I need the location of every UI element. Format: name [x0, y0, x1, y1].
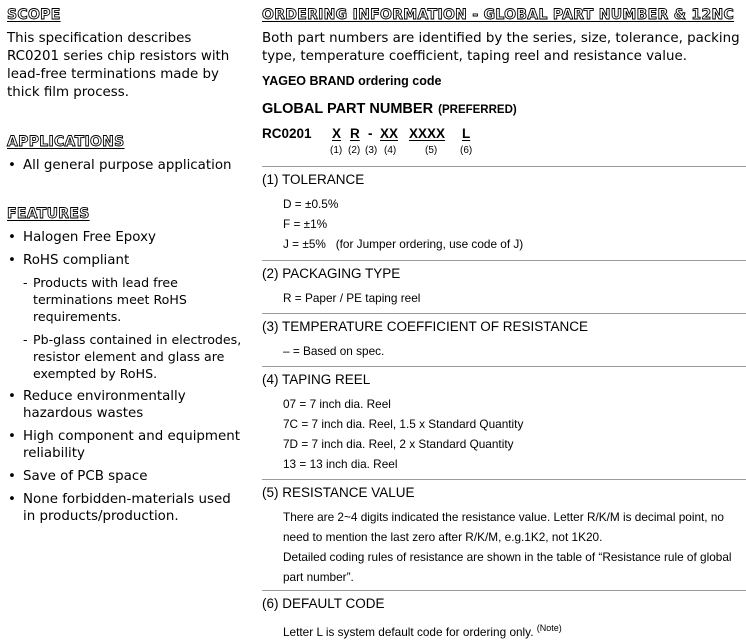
- taping-line: 7C = 7 inch dia. Reel, 1.5 x Standard Quantity: [283, 417, 524, 431]
- taping-body: [283, 394, 523, 474]
- tempco-heading: (3) TEMPERATURE COEFFICIENT OF RESISTANCE: [262, 313, 746, 334]
- default-code-heading: (6) DEFAULT CODE: [262, 590, 746, 611]
- tolerance-line: F = ±1%: [283, 217, 328, 231]
- bullet-icon: •: [8, 429, 16, 444]
- bullet-icon: •: [8, 230, 16, 245]
- packaging-heading: (2) PACKAGING TYPE: [262, 260, 746, 281]
- bullet-icon: •: [8, 389, 16, 404]
- gpn-title: GLOBAL PART NUMBER (PREFERRED): [262, 101, 517, 117]
- scope-heading: SCOPE: [7, 7, 61, 23]
- code-prefix: RC0201: [262, 126, 312, 141]
- code-index: (4): [384, 145, 397, 156]
- taping-line: 07 = 7 inch dia. Reel: [283, 397, 391, 411]
- ordering-heading: ORDERING INFORMATION - GLOBAL PART NUMBER & 12NC: [262, 7, 735, 23]
- taping-heading: (4) TAPING REEL: [262, 366, 746, 387]
- bullet-icon: •: [8, 253, 16, 268]
- resistance-body: [283, 507, 733, 587]
- resistance-heading: (5) RESISTANCE VALUE: [262, 479, 746, 500]
- bullet-icon: •: [8, 158, 16, 173]
- ordering-intro: Both part numbers are identified by the series, size, tolerance, packing type, temperature coefficient, taping reel and resistance value.: [262, 31, 740, 64]
- brand-code-label: YAGEO BRAND ordering code: [262, 74, 442, 88]
- code-index: (2): [348, 145, 361, 156]
- code-index: (3): [365, 145, 378, 156]
- resistance-text: There are 2~4 digits indicated the resistance value. Letter R/K/M is decimal point, no need to mention the last zero after R/K/M, e.g.1K2, not 1K20.: [283, 510, 724, 544]
- code-part-4: XX: [380, 126, 399, 141]
- tempco-body: [283, 341, 384, 361]
- resistance-text: Detailed coding rules of resistance are shown in the table of “Resistance rule of global part number”.: [283, 550, 732, 584]
- features-list: [7, 229, 243, 531]
- code-part-1: X: [332, 126, 342, 141]
- sub-list-item: - Products with lead free terminations meet RoHS requirements.: [23, 275, 187, 324]
- bullet-icon: •: [8, 469, 16, 484]
- code-index: (1): [330, 145, 343, 156]
- bullet-icon: •: [8, 492, 16, 507]
- list-item: • Halogen Free Epoxy: [8, 230, 156, 245]
- code-index: (5): [425, 145, 438, 156]
- taping-line: 13 = 13 inch dia. Reel: [283, 457, 398, 471]
- note-superscript: (Note): [536, 623, 562, 633]
- default-code-body: [283, 618, 562, 642]
- sub-list: [23, 274, 243, 382]
- default-code-text: Letter L is system default code for ordering only.: [283, 624, 534, 639]
- list-item: • Save of PCB space: [8, 469, 148, 484]
- tolerance-line: J = ±5% (for Jumper ordering, use code of J): [283, 237, 524, 251]
- code-index: (6): [460, 145, 473, 156]
- code-part-3: -: [368, 126, 373, 141]
- list-item: • All general purpose application: [8, 158, 232, 173]
- taping-line: 7D = 7 inch dia. Reel, 2 x Standard Quantity: [283, 437, 514, 451]
- list-item: • Reduce environmentally hazardous wastes: [8, 389, 186, 421]
- packaging-body: [283, 288, 420, 308]
- applications-list: [7, 157, 243, 180]
- tolerance-body: [283, 194, 523, 254]
- scope-text: This specification describes RC0201 series chip resistors with lead-free terminations made by thick film process.: [7, 31, 230, 100]
- code-part-2: R: [350, 126, 360, 141]
- list-item: • High component and equipment reliability: [8, 429, 240, 461]
- code-part-6: L: [462, 126, 471, 141]
- list-item: • None forbidden-materials used in products/production.: [8, 492, 231, 524]
- tolerance-heading: (1) TOLERANCE: [262, 166, 746, 187]
- packaging-line: R = Paper / PE taping reel: [283, 291, 421, 305]
- features-heading: FEATURES: [7, 206, 90, 222]
- applications-heading: APPLICATIONS: [7, 134, 125, 150]
- tempco-line: – = Based on spec.: [283, 344, 385, 358]
- list-item: • RoHS compliant - Products with lead free terminations meet RoHS requirements. - Pb-glass contained in electrodes, resistor element and glass are exempted by RoHS.: [8, 253, 242, 381]
- sub-list-item: - Pb-glass contained in electrodes, resistor element and glass are exempted by RoHS.: [23, 332, 242, 381]
- tolerance-line: D = ±0.5%: [283, 197, 339, 211]
- code-part-5: XXXX: [409, 126, 446, 141]
